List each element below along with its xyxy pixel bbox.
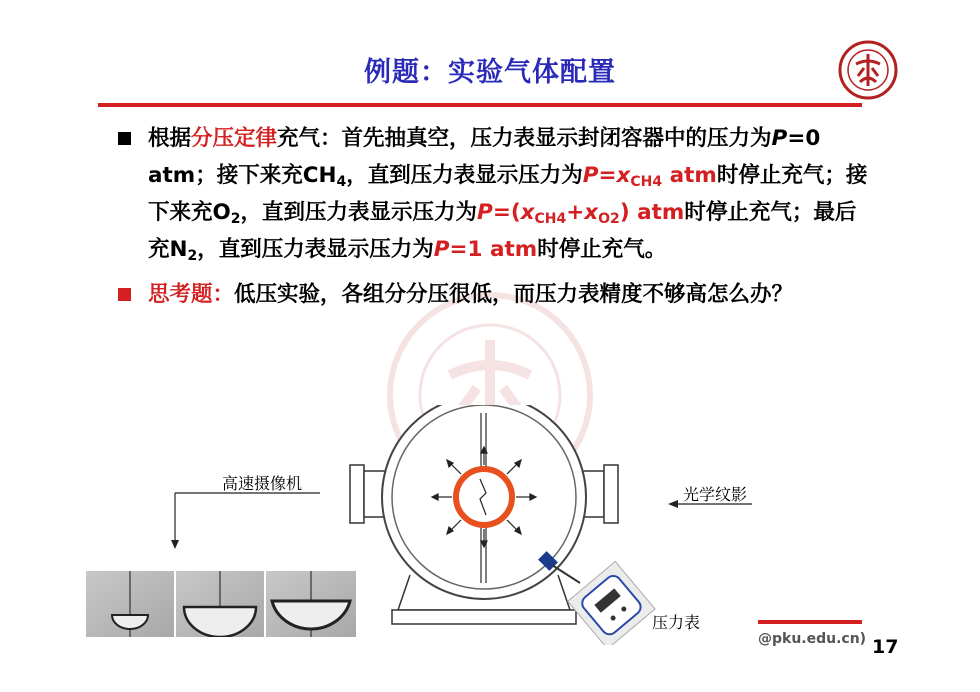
title-underline bbox=[98, 103, 862, 107]
slide-title: 例题：实验气体配置 bbox=[364, 57, 616, 88]
pressure-gauge-label: 压力表 bbox=[652, 613, 701, 632]
bullet-thinking-question: 思考题：低压实验，各组分分压很低，而压力表精度不够高怎么办？ bbox=[118, 276, 868, 313]
bullet-square-icon bbox=[118, 132, 131, 145]
footer-rule bbox=[758, 620, 862, 624]
university-logo-icon bbox=[838, 40, 898, 100]
schlieren-label: 光学纹影 bbox=[683, 485, 748, 504]
bullet-filling-procedure: 根据分压定律充气：首先抽真空，压力表显示封闭容器中的压力为P=0 atm；接下来充$CH_4$，直到压力表显示压力为$P=x_{CH4}$ atm时停止充气；接下来充$O_2$，直到压力表显示压力为$P=(x_{CH4}+x_{O2})$ atm时停止充气；最后充$N_2$，直到压力表显示压力为P=1 atm时停止充气。 bbox=[118, 120, 868, 268]
bullet-square-icon bbox=[118, 288, 131, 301]
high-speed-camera-label: 高速摄像机 bbox=[222, 474, 303, 493]
page-number: 17 bbox=[872, 636, 899, 658]
flame-image-sequence bbox=[86, 571, 356, 637]
footer-email: @pku.edu.cn) bbox=[758, 631, 867, 647]
